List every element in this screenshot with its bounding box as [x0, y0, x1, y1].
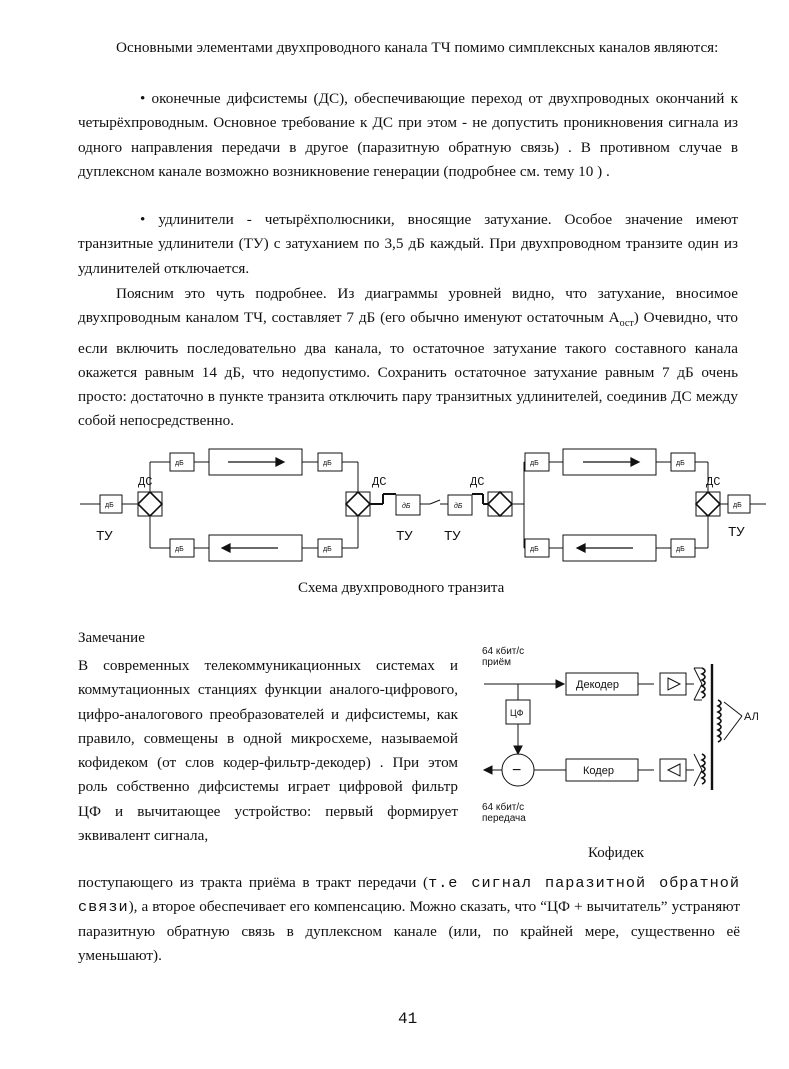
- db-label: дБ: [175, 546, 184, 553]
- db-label: дБ: [323, 546, 332, 553]
- ds-label: ДС: [372, 475, 387, 489]
- rx-rate-label: 64 кбит/с: [482, 646, 525, 657]
- remark-text: [78, 654, 458, 848]
- remark-continuation: [78, 871, 740, 968]
- ds-label: ДС: [470, 475, 485, 489]
- intro-paragraph: [78, 36, 738, 60]
- tu-label: ТУ: [728, 525, 745, 541]
- bullet-2: [78, 208, 738, 281]
- explanation-text-b: ) Очевидно, что если включить последовательно два канала, то остаточное затухание такого составного канала окажется равным 14 дБ, что недопустимо. Сохранить остаточное затухание равным 7 дБ очень просто: достаточно в пункте транзита отключить пару транзитных удлинителей, соединив ДС между собой непосредственно.: [78, 309, 738, 430]
- transit-diagram: [78, 440, 768, 575]
- ds-left: [138, 492, 162, 516]
- ds-label: ДС: [706, 475, 721, 489]
- remark-cont-b: ), а второе обеспечивает его компенсацию. Можно сказать, что “ЦФ + вычитатель” устраняют паразитную обратную связь в дуплексном канале (или, по крайней мере, существенно её уменьшают).: [78, 898, 740, 964]
- remark-cont-a: поступающего из тракта приёма в тракт передачи (: [78, 874, 429, 891]
- tu-label: ТУ: [444, 529, 461, 545]
- db-label: дБ: [733, 502, 742, 509]
- codec-caption: Кофидек: [588, 845, 645, 861]
- bullet-2-text: • удлинители - четырёхполюсники, вносящие затухание. Особое значение имеют транзитные удлинители (ТУ) с затуханием по 3,5 дБ каждый. При двухпроводном транзите один из удлинителей отключается.: [78, 211, 738, 277]
- db-label: дБ: [175, 460, 184, 467]
- filter-label: ЦФ: [510, 708, 524, 718]
- tx-rate-label: 64 кбит/с: [482, 802, 525, 813]
- db-label: дБ: [530, 460, 539, 467]
- remark-cont-mono: т.е сигнал паразитной обратной связи: [78, 874, 740, 917]
- rx-label: приём: [482, 657, 511, 668]
- tu-label: ТУ: [96, 529, 113, 545]
- bullet-1: [78, 87, 738, 184]
- bullet-1-text: • оконечные дифсистемы (ДС), обеспечивающие переход от двухпроводных окончаний к четырёхпроводным. Основное требование к ДС при этом - не допустить проникновения сигнала из одного направления передачи в другое (паразитную обратную связь) . В противном случае в дуплексном канале возможно возникновение генерации (подробнее см. тему 10 ) .: [78, 90, 738, 180]
- explanation-paragraph: [78, 282, 738, 434]
- tu-label: ТУ: [396, 529, 413, 545]
- intro-text: Основными элементами двухпроводного канала ТЧ помимо симплексных каналов являются:: [116, 39, 719, 56]
- line-label: АЛ: [744, 711, 759, 723]
- tx-label: передача: [482, 813, 526, 824]
- remark-text-body: В современных телекоммуникационных системах и коммутационных станциях функции аналого-цифрового, цифро-аналогового преобразователей и дифсистемы, как правило, совмещены в одной микросхеме, называемой кофидеком (от слов кодер-фильтр-декодер) . При этом роль собственно дифсистемы играет цифровой фильтр ЦФ и вычитающее устройство: первый формирует эквивалент сигнала,: [78, 657, 458, 845]
- db-label: дБ: [402, 503, 411, 510]
- remark-title: Замечание: [78, 630, 145, 646]
- db-label: дБ: [454, 503, 463, 510]
- db-label: дБ: [676, 546, 685, 553]
- codec-diagram: [480, 640, 770, 840]
- transit-caption: Схема двухпроводного транзита: [298, 580, 505, 596]
- decoder-label: Декодер: [576, 679, 620, 691]
- db-label: дБ: [105, 502, 114, 509]
- subscript-ost: ост: [619, 318, 634, 330]
- explanation-text-a: Поясним это чуть подробнее. Из диаграммы уровней видно, что затухание, вносимое двухпроводным каналом ТЧ, составляет 7 дБ (его обычно именуют остаточным А: [78, 285, 738, 327]
- db-label: дБ: [323, 460, 332, 467]
- ds-label: ДС: [138, 475, 153, 489]
- coder-label: Кодер: [583, 765, 614, 777]
- db-label: дБ: [530, 546, 539, 553]
- page-number: 41: [398, 1010, 418, 1028]
- minus-label: −: [512, 762, 522, 779]
- db-label: дБ: [676, 460, 685, 467]
